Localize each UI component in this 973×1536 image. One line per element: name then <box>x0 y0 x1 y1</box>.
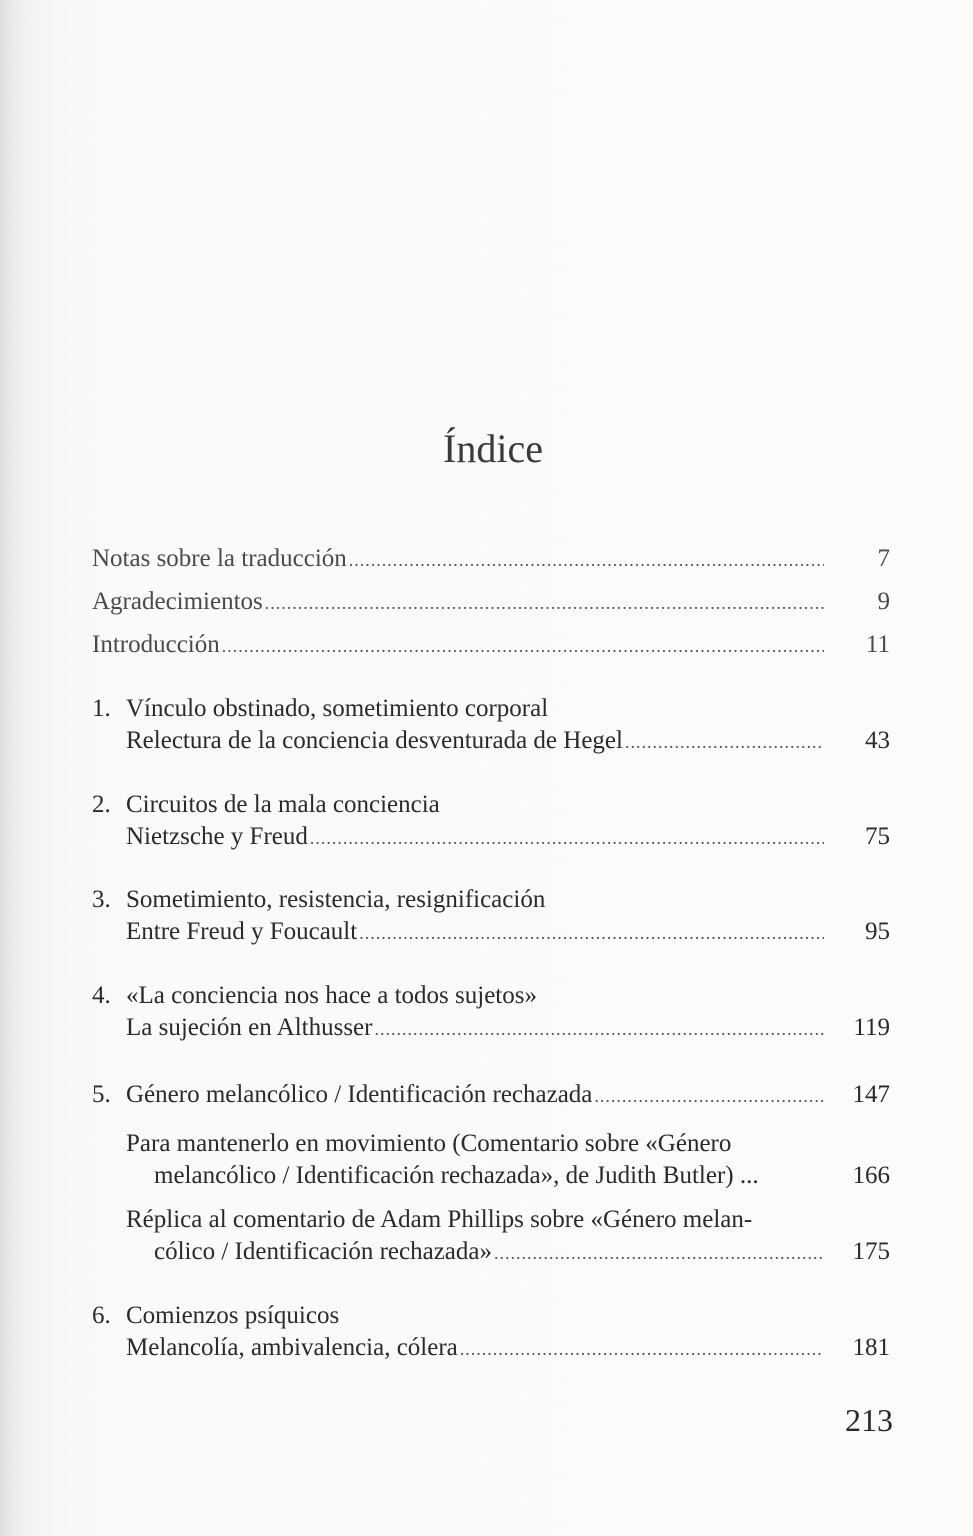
page-folio-number: 213 <box>845 1402 893 1438</box>
toc-page-number: 147 <box>852 1081 890 1108</box>
toc-comment-phillips-line2[interactable] <box>92 1162 890 1194</box>
chapter-number: 1. <box>92 695 111 722</box>
toc-reply-butler-line2[interactable] <box>92 1238 890 1270</box>
dot-leader <box>374 1019 824 1040</box>
toc-entry-notas[interactable] <box>92 545 890 577</box>
chapter-subtitle: Relectura de la conciencia desventurada de Hegel <box>126 727 623 754</box>
chapter-subtitle: Melancolía, ambivalencia, cólera <box>126 1334 458 1361</box>
toc-chapter-6-subtitle[interactable] <box>92 1334 890 1366</box>
dot-leader <box>222 636 824 657</box>
toc-page-number: 43 <box>865 727 890 754</box>
dot-leader <box>494 1243 824 1264</box>
toc-page-number: 166 <box>852 1162 890 1189</box>
toc-chapter-1-subtitle[interactable] <box>92 727 890 759</box>
toc-chapter-4-subtitle[interactable] <box>92 1014 890 1046</box>
toc-page-number: 95 <box>865 918 890 945</box>
entry-text-line1: Réplica al comentario de Adam Phillips sobre «Género melan- <box>126 1206 753 1233</box>
toc-chapter-6-title[interactable] <box>92 1302 890 1334</box>
toc-reply-butler-line1[interactable] <box>92 1206 890 1238</box>
toc-page-number: 181 <box>852 1334 890 1361</box>
toc-chapter-1-title[interactable] <box>92 695 890 727</box>
chapter-title: Circuitos de la mala conciencia <box>126 791 440 818</box>
chapter-title: Sometimiento, resistencia, resignificación <box>126 886 546 913</box>
dot-leader <box>625 732 824 753</box>
toc-page-number: 7 <box>877 545 890 572</box>
chapter-subtitle: La sujeción en Althusser <box>126 1014 373 1041</box>
dot-leader <box>460 1339 824 1360</box>
dot-leader <box>265 593 824 614</box>
toc-entry-text: Agradecimientos <box>92 588 263 615</box>
chapter-subtitle: Nietzsche y Freud <box>126 823 308 850</box>
chapter-number: 3. <box>92 886 111 913</box>
toc-entry-text: Notas sobre la traducción <box>92 545 347 572</box>
dot-leader <box>359 923 824 944</box>
dot-leader <box>349 550 824 571</box>
toc-chapter-3-subtitle[interactable] <box>92 918 890 950</box>
toc-page-number: 11 <box>865 631 890 658</box>
toc-entry-introduccion[interactable] <box>92 631 890 663</box>
toc-chapter-5-title[interactable] <box>92 1081 890 1113</box>
chapter-number: 2. <box>92 791 111 818</box>
chapter-title: Vínculo obstinado, sometimiento corporal <box>126 695 549 722</box>
toc-page-number: 119 <box>853 1014 890 1041</box>
dot-leader <box>310 828 824 849</box>
chapter-title: «La conciencia nos hace a todos sujetos» <box>126 982 537 1009</box>
dot-leader <box>594 1086 824 1107</box>
toc-entry-text: Introducción <box>92 631 220 658</box>
chapter-title: Comienzos psíquicos <box>126 1302 340 1329</box>
chapter-title: Género melancólico / Identificación rechazada <box>126 1081 593 1108</box>
toc-page-number: 9 <box>877 588 890 615</box>
toc-page-number: 75 <box>865 823 890 850</box>
toc-chapter-2-subtitle[interactable] <box>92 823 890 855</box>
toc-chapter-4-title[interactable] <box>92 982 890 1014</box>
entry-text-line1: Para mantenerlo en movimiento (Comentario sobre «Género <box>126 1130 732 1157</box>
chapter-number: 4. <box>92 982 111 1009</box>
entry-text-line2: melancólico / Identificación rechazada», de Judith Butler) ... <box>154 1162 759 1189</box>
toc-chapter-3-title[interactable] <box>92 886 890 918</box>
page-title: Índice <box>443 426 543 471</box>
entry-text-line2: cólico / Identificación rechazada» <box>154 1238 493 1265</box>
chapter-subtitle: Entre Freud y Foucault <box>126 918 358 945</box>
toc-entry-agradecimientos[interactable] <box>92 588 890 620</box>
chapter-number: 6. <box>92 1302 111 1329</box>
chapter-number: 5. <box>92 1081 111 1108</box>
toc-comment-phillips-line1[interactable] <box>92 1130 890 1162</box>
toc-page-number: 175 <box>852 1238 890 1265</box>
toc-chapter-2-title[interactable] <box>92 791 890 823</box>
